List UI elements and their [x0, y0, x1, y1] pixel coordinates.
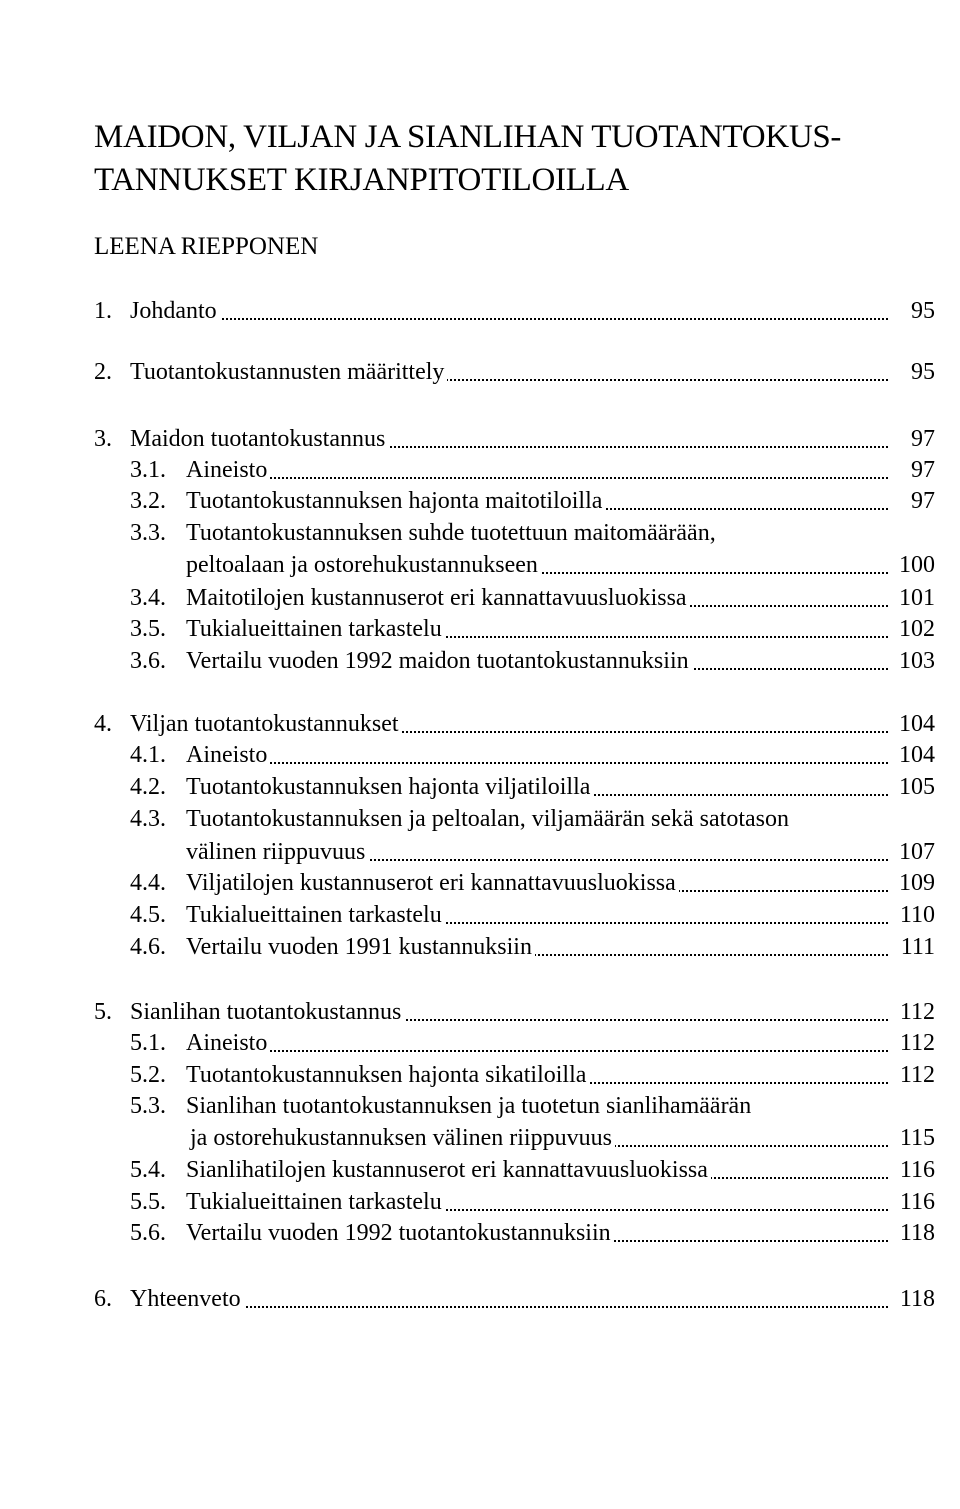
toc-entry-number: 3.5.: [130, 616, 166, 642]
toc-page-number: 112: [896, 1026, 935, 1060]
toc-entry-title-continued: peltoalaan ja ostorehukustannukseen: [186, 548, 541, 582]
toc-page-number: 97: [907, 453, 935, 487]
toc-page-number: 115: [896, 1121, 935, 1155]
toc-page-number: 95: [907, 355, 935, 389]
toc-entry-title: Vertailu vuoden 1992 maidon tuotantokustannuksiin: [186, 644, 692, 678]
toc-entry-title: Tuotantokustannuksen ja peltoalan, viljamäärän sekä satotason: [186, 802, 792, 836]
toc-entry-4-6[interactable]: [0, 930, 960, 964]
toc-entry-title: Maidon tuotantokustannus: [130, 422, 388, 456]
toc-page-number: 118: [896, 1282, 935, 1316]
toc-entry-title: Sianlihan tuotantokustannus: [130, 995, 404, 1029]
toc-entry-6[interactable]: [0, 1282, 960, 1316]
toc-entry-title: Viljan tuotantokustannukset: [130, 707, 402, 741]
toc-entry-4-3-continued[interactable]: [0, 835, 960, 869]
toc-entry-4-1[interactable]: [0, 738, 960, 772]
toc-page-number: 111: [897, 930, 935, 964]
toc-page-number: 116: [896, 1153, 935, 1187]
toc-entry-title: Tuotantokustannuksen hajonta viljatiloilla: [186, 770, 593, 804]
toc-entry-number: 4.4.: [130, 870, 166, 896]
document-title-line-2: TANNUKSET KIRJANPITOTILOILLA: [94, 162, 629, 198]
toc-page-number: 112: [896, 995, 935, 1029]
toc-entry-title: Tukialueittainen tarkastelu: [186, 612, 445, 646]
toc-entry-number: 3.: [94, 426, 112, 452]
toc-entry-title: Tukialueittainen tarkastelu: [186, 1185, 445, 1219]
toc-page-number: 97: [907, 484, 935, 518]
toc-entry-title: Aineisto: [186, 738, 270, 772]
toc-page-number: 95: [907, 294, 935, 328]
document-title-line-1: MAIDON, VILJAN JA SIANLIHAN TUOTANTOKUS-: [94, 119, 842, 155]
toc-entry-title: Tuotantokustannuksen hajonta maitotiloilla: [186, 484, 605, 518]
toc-entry-3-2[interactable]: [0, 484, 960, 518]
toc-page-number: 109: [895, 866, 935, 900]
toc-entry-number: 3.2.: [130, 488, 166, 514]
toc-page-number: 100: [895, 548, 935, 582]
toc-entry-title: Vertailu vuoden 1992 tuotantokustannuksiin: [186, 1216, 614, 1250]
toc-page-number: 103: [895, 644, 935, 678]
toc-entry-2[interactable]: [0, 355, 960, 389]
toc-dot-leader: [186, 762, 888, 764]
toc-entry-number: 4.2.: [130, 774, 166, 800]
toc-entry-number: 5.1.: [130, 1030, 166, 1056]
toc-entry-title: Maitotilojen kustannuserot eri kannattavuusluokissa: [186, 581, 690, 615]
toc-dot-leader: [130, 318, 888, 320]
toc-entry-title: Yhteenveto: [130, 1282, 244, 1316]
toc-entry-title: Tuotantokustannuksen suhde tuotettuun maitomäärään,: [186, 516, 719, 550]
toc-entry-3-3-continued[interactable]: [0, 548, 960, 582]
toc-entry-title: Tuotantokustannuksen hajonta sikatiloilla: [186, 1058, 589, 1092]
toc-entry-title: Sianlihatilojen kustannuserot eri kannattavuusluokissa: [186, 1153, 711, 1187]
toc-dot-leader: [186, 477, 888, 479]
toc-page-number: 118: [896, 1216, 935, 1250]
toc-entry-title: Tukialueittainen tarkastelu: [186, 898, 445, 932]
toc-entry-title: Aineisto: [186, 453, 270, 487]
toc-entry-number: 3.3.: [130, 520, 166, 546]
toc-entry-5-3-continued[interactable]: [0, 1121, 960, 1155]
toc-entry-number: 6.: [94, 1286, 112, 1312]
toc-page-number: 105: [895, 770, 935, 804]
toc-entry-number: 3.1.: [130, 457, 166, 483]
toc-entry-number: 1.: [94, 298, 112, 324]
toc-entry-number: 5.4.: [130, 1157, 166, 1183]
toc-entry-5[interactable]: [0, 995, 960, 1029]
toc-entry-4-3[interactable]: [0, 802, 960, 836]
toc-entry-3-6[interactable]: [0, 644, 960, 678]
toc-page-number: 104: [895, 707, 935, 741]
toc-entry-5-4[interactable]: [0, 1153, 960, 1187]
toc-page-number: 97: [907, 422, 935, 456]
toc-entry-title-continued: välinen riippuvuus: [186, 835, 368, 869]
toc-dot-leader: [186, 1050, 888, 1052]
toc-entry-number: 4.5.: [130, 902, 166, 928]
toc-entry-5-5[interactable]: [0, 1185, 960, 1219]
toc-entry-title: Viljatilojen kustannuserot eri kannattavuusluokissa: [186, 866, 679, 900]
toc-entry-title-continued: ja ostorehukustannuksen välinen riippuvuus: [190, 1121, 615, 1155]
toc-page-number: 110: [896, 898, 935, 932]
toc-entry-number: 5.: [94, 999, 112, 1025]
toc-entry-number: 4.1.: [130, 742, 166, 768]
toc-page-number: 116: [896, 1185, 935, 1219]
toc-entry-number: 5.3.: [130, 1093, 166, 1119]
toc-entry-title: Aineisto: [186, 1026, 270, 1060]
toc-entry-4-5[interactable]: [0, 898, 960, 932]
toc-entry-number: 5.6.: [130, 1220, 166, 1246]
toc-entry-title: Tuotantokustannusten määrittely: [130, 355, 447, 389]
toc-entry-3-3[interactable]: [0, 516, 960, 550]
toc-entry-title: Sianlihan tuotantokustannuksen ja tuotetun sianlihamäärän: [186, 1089, 754, 1123]
toc-entry-4-4[interactable]: [0, 866, 960, 900]
toc-entry-4[interactable]: [0, 707, 960, 741]
toc-entry-number: 4.: [94, 711, 112, 737]
toc-page-number: 112: [896, 1058, 935, 1092]
author-name: LEENA RIEPPONEN: [94, 233, 319, 260]
toc-entry-3-5[interactable]: [0, 612, 960, 646]
toc-entry-5-2[interactable]: [0, 1058, 960, 1092]
toc-entry-number: 4.6.: [130, 934, 166, 960]
toc-entry-number: 5.2.: [130, 1062, 166, 1088]
toc-entry-5-1[interactable]: [0, 1026, 960, 1060]
toc-entry-number: 3.4.: [130, 585, 166, 611]
toc-entry-title: Johdanto: [130, 294, 220, 328]
toc-entry-3-1[interactable]: [0, 453, 960, 487]
toc-entry-5-3[interactable]: [0, 1089, 960, 1123]
toc-dot-leader: [130, 1306, 888, 1308]
toc-page-number: 101: [895, 581, 935, 615]
toc-entry-number: 5.5.: [130, 1189, 166, 1215]
toc-entry-1[interactable]: [0, 294, 960, 328]
toc-entry-5-6[interactable]: [0, 1216, 960, 1250]
toc-entry-4-2[interactable]: [0, 770, 960, 804]
toc-entry-number: 3.6.: [130, 648, 166, 674]
toc-entry-number: 4.3.: [130, 806, 166, 832]
toc-entry-3[interactable]: [0, 422, 960, 456]
toc-page-number: 102: [895, 612, 935, 646]
toc-page-number: 104: [895, 738, 935, 772]
toc-entry-number: 2.: [94, 359, 112, 385]
toc-page-number: 107: [895, 835, 935, 869]
toc-entry-3-4[interactable]: [0, 581, 960, 615]
toc-entry-title: Vertailu vuoden 1991 kustannuksiin: [186, 930, 535, 964]
